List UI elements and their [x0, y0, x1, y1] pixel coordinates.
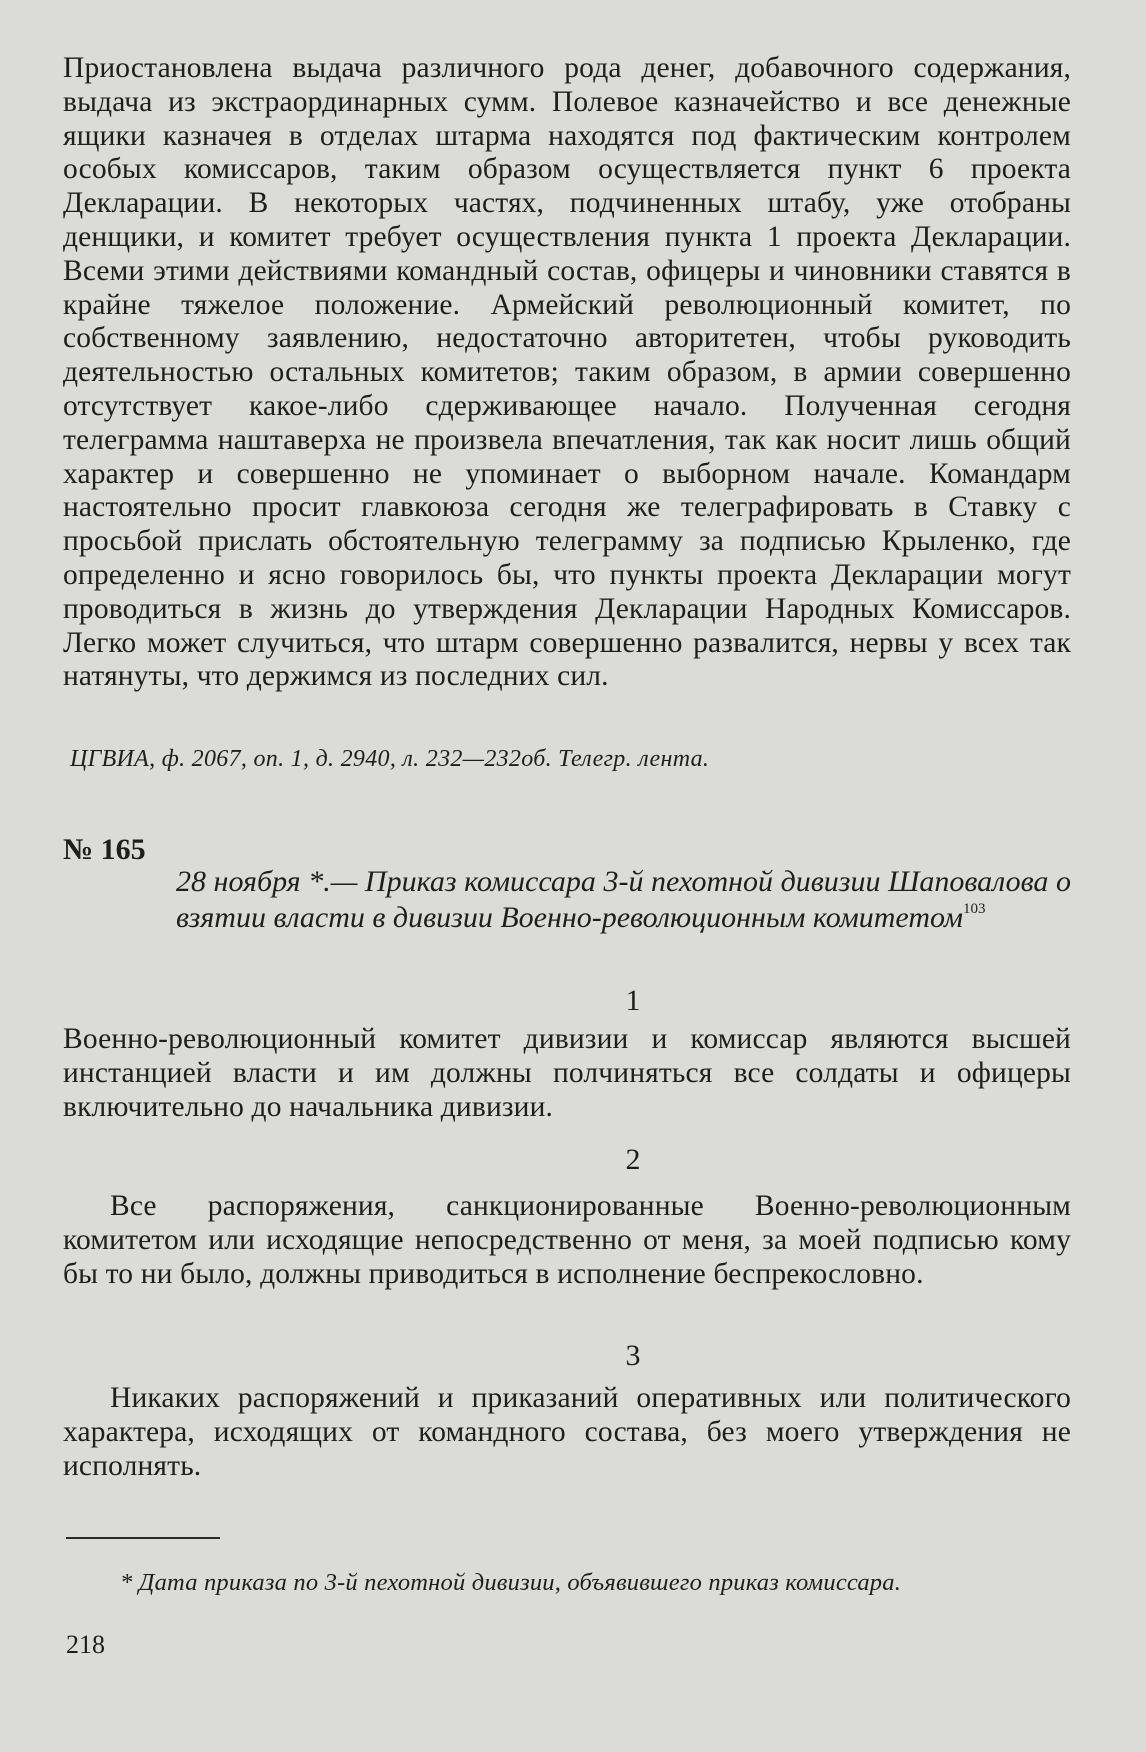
heading-note-marker: 103 [963, 901, 986, 917]
section-number-3: 3 [625, 1339, 641, 1372]
document-heading-text: 28 ноября *.— Приказ комиссара 3-й пехотной дивизии Шаповалова о взятии власти в дивизии Военно-революционным комитетом [176, 865, 1071, 934]
section-number-2: 2 [625, 1143, 641, 1176]
section-number-1: 1 [625, 984, 641, 1017]
archive-source-citation: ЦГВИА, ф. 2067, оп. 1, д. 2940, л. 232—232об. Телегр. лента. [70, 746, 710, 772]
section-text-1: Военно-революционный комитет дивизии и комиссар являются высшей инстанцией власти и им должны полчиняться все солдаты и офицеры включительно до начальника дивизии. [63, 1023, 1071, 1123]
document-heading [176, 864, 1071, 936]
section-text-3: Никаких распоряжений и приказаний оперативных или политического характера, исходящих от командного состава, без моего утверждения не исполнять. [63, 1382, 1071, 1482]
section-text-2: Все распоряжения, санкционированные Военно-революционным комитетом или исходящие непосредственно от меня, за моей подписью кому бы то ни было, должны приводиться в исполнение беспрекословно. [63, 1190, 1071, 1290]
footnote-divider [66, 1537, 220, 1539]
top-paragraph: Приостановлена выдача различного рода денег, добавочного содержания, выдача из экстраординарных сумм. Полевое казначейство и все денежные ящики казначея в отделах штарма находятся под фактическим контролем особых комиссаров, таким образом осуществляется пункт 6 проекта Декларации. В некоторых частях, подчиненных штабу, уже отобраны денщики, и комитет требует осуществления пункта 1 проекта Декларации. Всеми этими действиями командный состав, офицеры и чиновники ставятся в крайне тяжелое положение. Армейский революционный комитет, по собственному заявлению, недостаточно авторитетен, чтобы руководить деятельностью остальных комитетов; таким образом, в армии совершенно отсутствует какое-либо сдерживающее начало. Полученная сегодня телеграмма наштаверха не произвела впечатления, так как носит лишь общий характер и совершенно не упоминает о выборном начале. Командарм настоятельно просит главкоюза сегодня же телеграфировать в Ставку с просьбой прислать обстоятельную телеграмму за подписью Крыленко, где определенно и ясно говорилось бы, что пункты проекта Декларации могут проводиться в жизнь до утверждения Декларации Народных Комиссаров. Легко может случиться, что штарм совершенно развалится, нервы у всех так натянуты, что держимся из последних сил. [63, 52, 1071, 693]
document-number: № 165 [63, 833, 146, 866]
footnote: * Дата приказа по 3-й пехотной дивизии, объявившего приказ комиссара. [120, 1569, 902, 1596]
page-number: 218 [66, 1630, 105, 1659]
